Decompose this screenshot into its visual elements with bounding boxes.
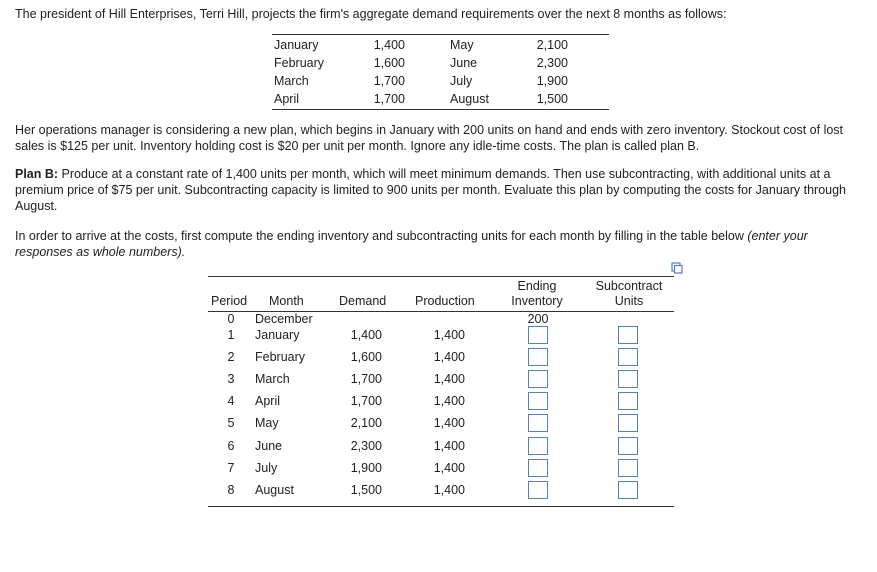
table-row bbox=[208, 325, 674, 345]
month-label: February bbox=[274, 56, 325, 70]
ending-inventory-input[interactable] bbox=[528, 326, 548, 344]
month-label: April bbox=[274, 92, 300, 106]
demand-cell: 1,700 bbox=[350, 372, 382, 386]
production-cell: 1,400 bbox=[433, 439, 465, 453]
plan-b-table bbox=[208, 276, 674, 507]
period-cell: 3 bbox=[227, 372, 235, 386]
period-cell: 0 bbox=[227, 312, 235, 326]
copy-icon[interactable] bbox=[671, 262, 683, 274]
ending-inventory-input[interactable] bbox=[528, 348, 548, 366]
header-ending-line2: Inventory bbox=[511, 294, 563, 308]
demand-value: 1,600 bbox=[373, 56, 405, 70]
table-row bbox=[208, 458, 674, 478]
demand-value: 1,500 bbox=[536, 92, 568, 106]
month-label: August bbox=[450, 92, 489, 106]
plan-b-description bbox=[15, 166, 865, 214]
demand-cell: 2,100 bbox=[350, 416, 382, 430]
period-cell: 7 bbox=[227, 461, 235, 475]
subcontract-units-input[interactable] bbox=[618, 437, 638, 455]
period-cell: 8 bbox=[227, 483, 235, 497]
header-subcontract-line1: Subcontract bbox=[595, 279, 663, 293]
demand-value: 1,900 bbox=[536, 74, 568, 88]
demand-value: 2,100 bbox=[536, 38, 568, 52]
subcontract-units-input[interactable] bbox=[618, 392, 638, 410]
demand-cell: 2,300 bbox=[350, 439, 382, 453]
demand-cell: 1,700 bbox=[350, 394, 382, 408]
period-cell: 4 bbox=[227, 394, 235, 408]
header-month: Month bbox=[269, 294, 304, 308]
period-cell: 2 bbox=[227, 350, 235, 364]
month-cell: February bbox=[255, 350, 306, 364]
month-cell: July bbox=[255, 461, 278, 475]
month-cell: December bbox=[255, 312, 313, 326]
demand-value: 2,300 bbox=[536, 56, 568, 70]
month-cell: May bbox=[255, 416, 279, 430]
table-row bbox=[208, 436, 674, 456]
header-production: Production bbox=[415, 294, 475, 308]
month-cell: March bbox=[255, 372, 290, 386]
period-cell: 5 bbox=[227, 416, 235, 430]
demand-row bbox=[272, 54, 609, 72]
production-cell: 1,400 bbox=[433, 350, 465, 364]
ending-inventory-input[interactable] bbox=[528, 481, 548, 499]
table-row bbox=[208, 369, 674, 389]
subcontract-units-input[interactable] bbox=[618, 414, 638, 432]
demand-cell: 1,500 bbox=[350, 483, 382, 497]
month-label: January bbox=[274, 38, 319, 52]
ending-inventory-input[interactable] bbox=[528, 392, 548, 410]
table-row bbox=[208, 413, 674, 433]
month-label: May bbox=[450, 38, 474, 52]
subcontract-units-input[interactable] bbox=[618, 481, 638, 499]
subcontract-units-input[interactable] bbox=[618, 348, 638, 366]
demand-row bbox=[272, 72, 609, 90]
table-row bbox=[208, 391, 674, 411]
header-demand: Demand bbox=[339, 294, 387, 308]
subcontract-units-input[interactable] bbox=[618, 326, 638, 344]
production-cell: 1,400 bbox=[433, 416, 465, 430]
plan-b-label: Plan B: bbox=[15, 167, 59, 181]
demand-value: 1,700 bbox=[373, 74, 405, 88]
month-label: March bbox=[274, 74, 309, 88]
demand-cell: 1,900 bbox=[350, 461, 382, 475]
instructions-text bbox=[15, 228, 865, 260]
subcontract-units-input[interactable] bbox=[618, 459, 638, 477]
plan-b-text: Produce at a constant rate of 1,400 units per month, which will meet minimum demands. Then use subcontracting, with additional units at a premium price of $75 per unit. Subcontracting capacity is limited to 900 units per month. Evaluate this plan by computing the costs for January through August. bbox=[15, 167, 846, 213]
ending-inventory-input[interactable] bbox=[528, 370, 548, 388]
demand-value: 1,700 bbox=[373, 92, 405, 106]
month-label: July bbox=[450, 74, 473, 88]
demand-cell: 1,400 bbox=[350, 328, 382, 342]
intro-text: The president of Hill Enterprises, Terri Hill, projects the firm's aggregate demand requirements over the next 8 months as follows: bbox=[15, 7, 727, 21]
table-row bbox=[208, 347, 674, 367]
ending-inventory-input[interactable] bbox=[528, 414, 548, 432]
starting-inventory: 200 bbox=[527, 312, 549, 326]
subcontract-units-input[interactable] bbox=[618, 370, 638, 388]
production-cell: 1,400 bbox=[433, 328, 465, 342]
month-cell: April bbox=[255, 394, 281, 408]
month-label: June bbox=[450, 56, 478, 70]
month-cell: August bbox=[255, 483, 294, 497]
ending-inventory-input[interactable] bbox=[528, 437, 548, 455]
header-ending-line1: Ending bbox=[517, 279, 557, 293]
table-row bbox=[208, 480, 674, 500]
production-cell: 1,400 bbox=[433, 394, 465, 408]
ending-inventory-input[interactable] bbox=[528, 459, 548, 477]
month-cell: June bbox=[255, 439, 283, 453]
demand-row bbox=[272, 90, 609, 108]
production-cell: 1,400 bbox=[433, 483, 465, 497]
month-cell: January bbox=[255, 328, 300, 342]
instructions-main: In order to arrive at the costs, first compute the ending inventory and subcontracting units for each month by filling in the table below bbox=[15, 229, 748, 243]
instructions-italic: (enter your responses as whole numbers). bbox=[15, 229, 808, 259]
demand-requirements-table bbox=[272, 34, 609, 110]
header-subcontract-line2: Units bbox=[614, 294, 644, 308]
demand-value: 1,400 bbox=[373, 38, 405, 52]
production-cell: 1,400 bbox=[433, 461, 465, 475]
demand-row bbox=[272, 36, 609, 54]
plan-description: Her operations manager is considering a new plan, which begins in January with 200 units on hand and ends with zero inventory. Stockout cost of lost sales is $125 per unit. Inventory holding cost is $20 per unit per month. Ignore any idle-time costs. The plan is called plan B. bbox=[15, 123, 844, 153]
demand-cell: 1,600 bbox=[350, 350, 382, 364]
header-period: Period bbox=[211, 294, 248, 308]
period-cell: 1 bbox=[227, 328, 235, 342]
production-cell: 1,400 bbox=[433, 372, 465, 386]
period-cell: 6 bbox=[227, 439, 235, 453]
